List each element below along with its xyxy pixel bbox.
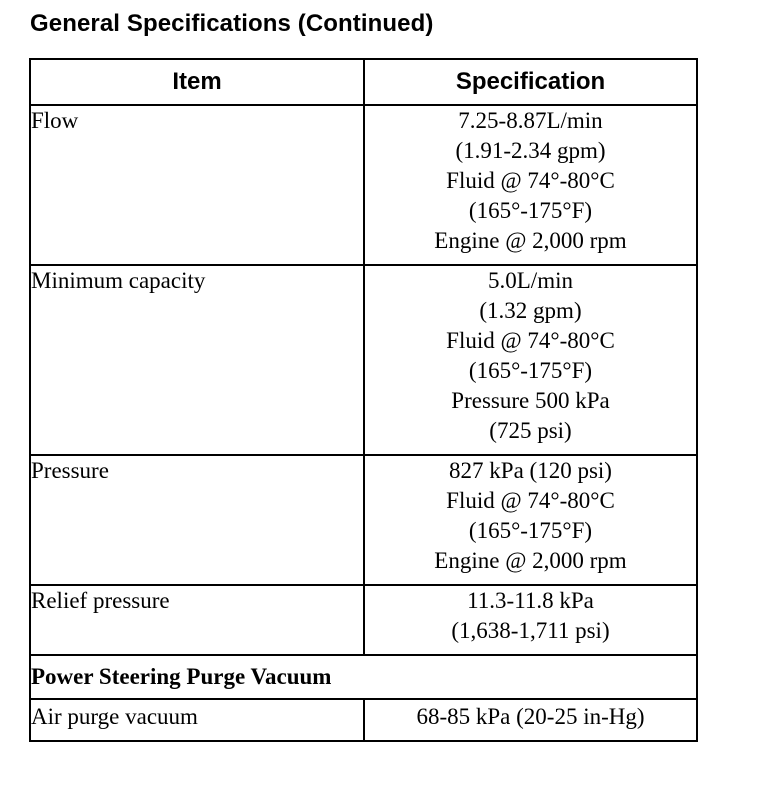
item-cell: Relief pressure bbox=[30, 585, 364, 655]
specifications-table bbox=[29, 58, 698, 742]
spec-line: 68-85 kPa (20-25 in-Hg) bbox=[416, 704, 645, 729]
spec-line: Pressure 500 kPa bbox=[451, 388, 610, 413]
section-header: Power Steering Purge Vacuum bbox=[30, 655, 697, 699]
specification-cell bbox=[364, 105, 697, 265]
spec-line: (165°-175°F) bbox=[468, 358, 593, 383]
spec-line: (725 psi) bbox=[489, 418, 572, 443]
spec-line: (1.32 gpm) bbox=[479, 298, 582, 323]
column-header-item: Item bbox=[30, 59, 364, 105]
item-cell: Flow bbox=[30, 105, 364, 265]
table-row bbox=[30, 455, 697, 585]
column-header-specification: Specification bbox=[364, 59, 697, 105]
item-cell: Minimum capacity bbox=[30, 265, 364, 455]
spec-line: 7.25-8.87L/min bbox=[458, 108, 603, 133]
spec-line: Fluid @ 74°-80°C bbox=[446, 488, 615, 513]
table-row bbox=[30, 265, 697, 455]
item-cell: Air purge vacuum bbox=[30, 699, 364, 741]
spec-line: 11.3-11.8 kPa bbox=[467, 588, 594, 613]
table-row bbox=[30, 585, 697, 655]
spec-line: (1,638-1,711 psi) bbox=[451, 618, 610, 643]
specification-cell bbox=[364, 699, 697, 741]
spec-line: Engine @ 2,000 rpm bbox=[434, 228, 627, 253]
table-row bbox=[30, 699, 697, 741]
page-title: General Specifications (Continued) bbox=[30, 10, 434, 37]
spec-line: Fluid @ 74°-80°C bbox=[446, 168, 615, 193]
table-header-row bbox=[30, 59, 697, 105]
spec-line: (165°-175°F) bbox=[468, 198, 593, 223]
spec-line: (1.91-2.34 gpm) bbox=[455, 138, 606, 163]
section-header-row bbox=[30, 655, 697, 699]
specification-cell bbox=[364, 265, 697, 455]
table-row bbox=[30, 105, 697, 265]
spec-line: Engine @ 2,000 rpm bbox=[434, 548, 627, 573]
specification-cell bbox=[364, 455, 697, 585]
spec-line: 827 kPa (120 psi) bbox=[449, 458, 612, 483]
spec-line: (165°-175°F) bbox=[468, 518, 593, 543]
specification-cell bbox=[364, 585, 697, 655]
spec-line: Fluid @ 74°-80°C bbox=[446, 328, 615, 353]
spec-line: 5.0L/min bbox=[488, 268, 573, 293]
item-cell: Pressure bbox=[30, 455, 364, 585]
